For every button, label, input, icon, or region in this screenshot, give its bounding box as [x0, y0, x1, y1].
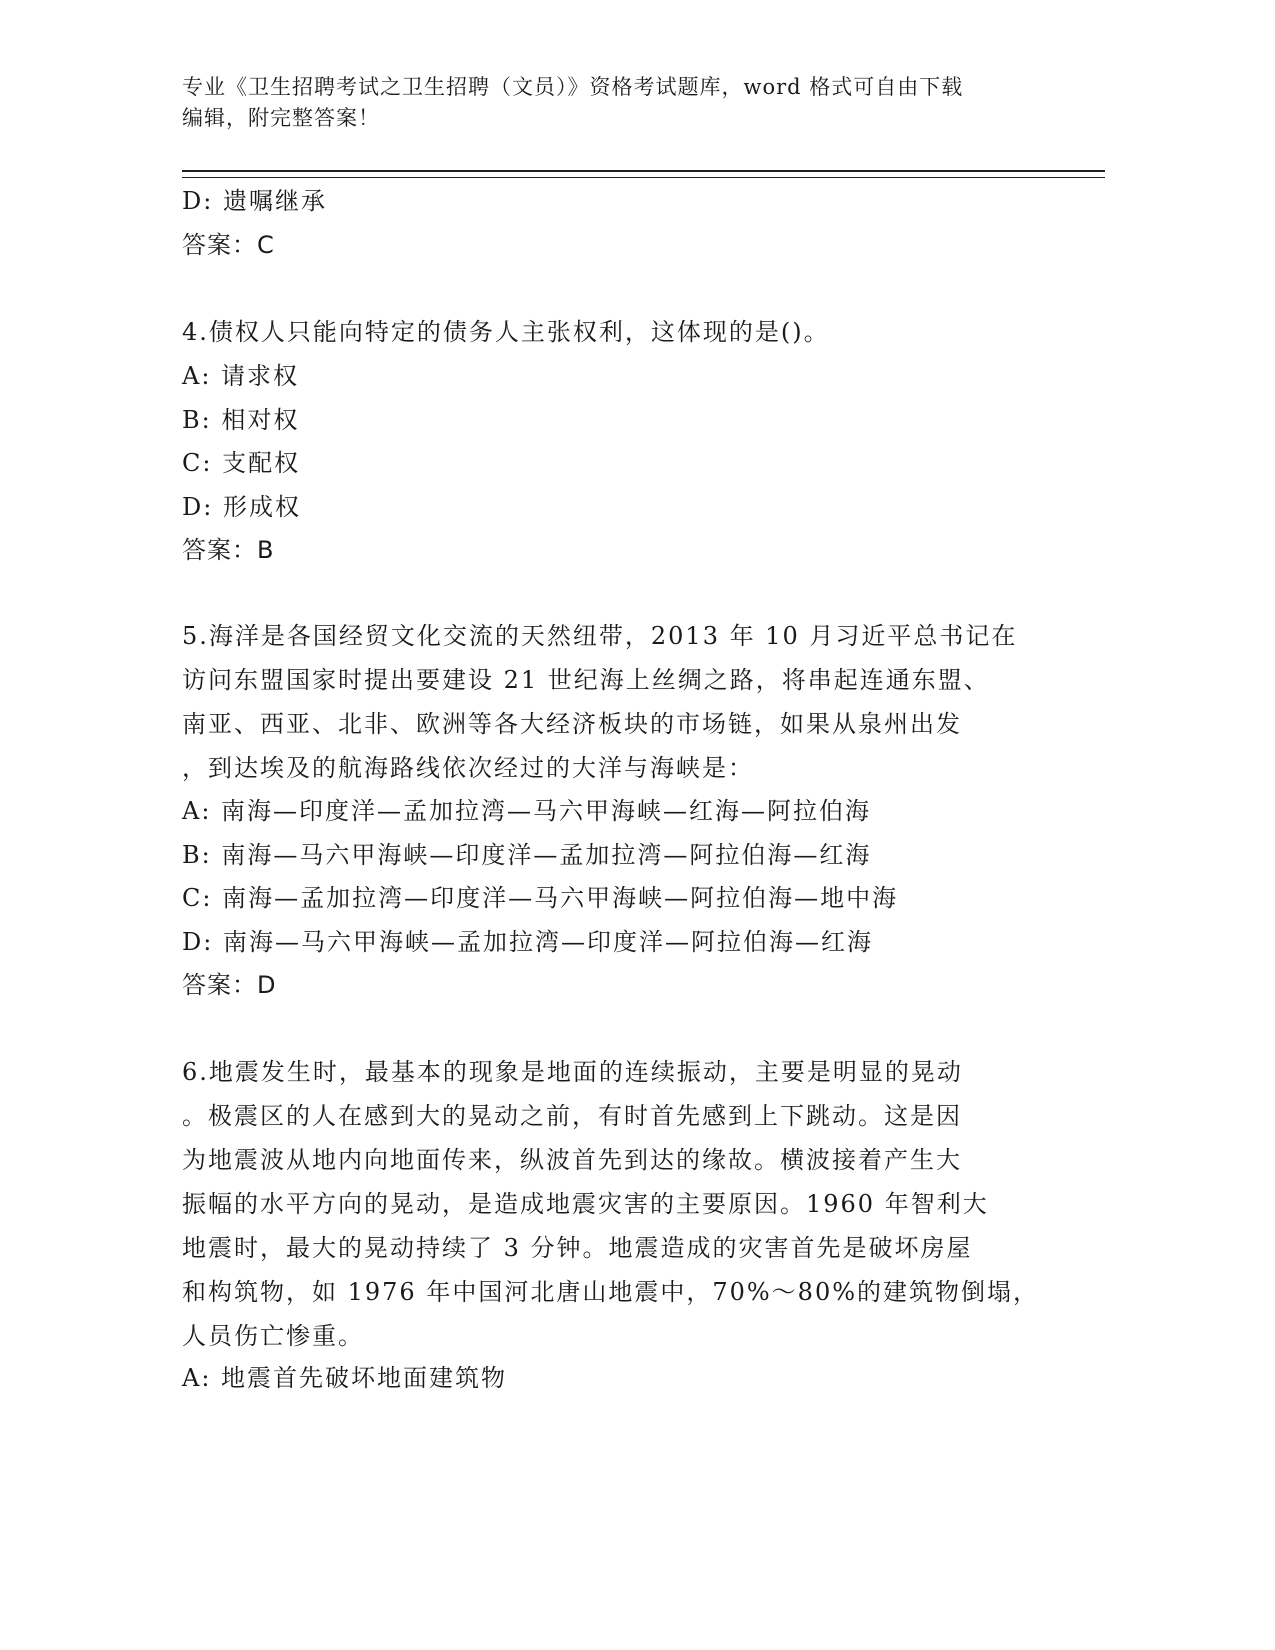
q5-option-c: C: 南海—孟加拉湾—印度洋—马六甲海峡—阿拉伯海—地中海: [182, 884, 899, 912]
q4-option-a: A: 请求权: [182, 362, 300, 390]
q4-stem: 4.债权人只能向特定的债务人主张权利，这体现的是()。: [182, 318, 830, 346]
q5-stem-line-2: 访问东盟国家时提出要建设 21 世纪海上丝绸之路，将串起连通东盟、: [182, 666, 990, 694]
q6-stem-line-1: 6.地震发生时，最基本的现象是地面的连续振动，主要是明显的晃动: [182, 1058, 963, 1086]
document-header: [182, 72, 1062, 134]
q6-stem-line-2: 。极震区的人在感到大的晃动之前，有时首先感到上下跳动。这是因: [182, 1102, 962, 1130]
q4-option-c: C: 支配权: [182, 449, 301, 477]
header-divider-thick: [182, 170, 1105, 172]
q6-option-a: A: 地震首先破坏地面建筑物: [182, 1364, 508, 1392]
q6-stem-line-7: 人员伤亡惨重。: [182, 1322, 364, 1350]
prev-option-d: D: 遗嘱继承: [182, 187, 327, 215]
header-line-1: 专业《卫生招聘考试之卫生招聘（文员）》资格考试题库，word 格式可自由下载: [182, 75, 964, 99]
q4-answer: 答案：B: [182, 536, 275, 564]
header-line-2: 编辑，附完整答案！: [182, 106, 380, 130]
header-divider-thin: [182, 177, 1105, 178]
q6-stem-line-5: 地震时，最大的晃动持续了 3 分钟。地震造成的灾害首先是破坏房屋: [182, 1234, 973, 1262]
q4-option-b: B: 相对权: [182, 406, 300, 434]
q5-stem: [182, 614, 1052, 790]
q5-option-b: B: 南海—马六甲海峡—印度洋—孟加拉湾—阿拉伯海—红海: [182, 841, 872, 869]
q5-option-d: D: 南海—马六甲海峡—孟加拉湾—印度洋—阿拉伯海—红海: [182, 928, 873, 956]
q6-stem: [182, 1050, 1052, 1358]
q6-stem-line-4: 振幅的水平方向的晃动，是造成地震灾害的主要原因。1960 年智利大: [182, 1190, 989, 1218]
q5-option-a: A: 南海—印度洋—孟加拉湾—马六甲海峡—红海—阿拉伯海: [182, 797, 872, 825]
q6-stem-line-6: 和构筑物，如 1976 年中国河北唐山地震中，70%～80%的建筑物倒塌，: [182, 1278, 1040, 1306]
q5-answer: 答案：D: [182, 971, 277, 999]
q6-stem-line-3: 为地震波从地内向地面传来，纵波首先到达的缘故。横波接着产生大: [182, 1146, 962, 1174]
q4-option-d: D: 形成权: [182, 493, 301, 521]
prev-answer: 答案：C: [182, 231, 275, 259]
q5-stem-line-4: ，到达埃及的航海路线依次经过的大洋与海峡是：: [182, 754, 754, 782]
q5-stem-line-1: 5.海洋是各国经贸文化交流的天然纽带，2013 年 10 月习近平总书记在: [182, 622, 1018, 650]
q5-stem-line-3: 南亚、西亚、北非、欧洲等各大经济板块的市场链，如果从泉州出发: [182, 710, 962, 738]
